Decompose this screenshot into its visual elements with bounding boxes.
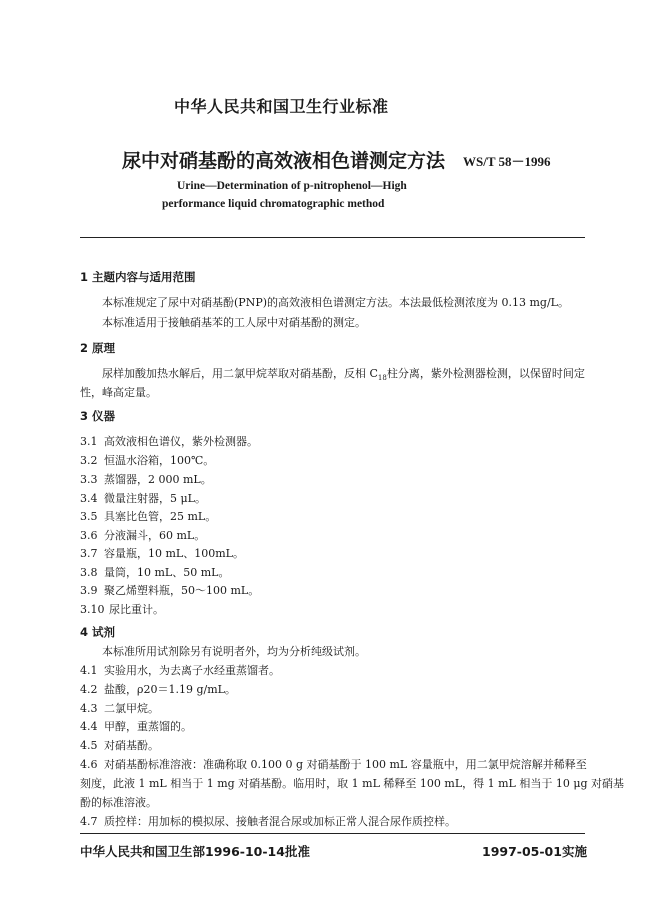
section-1-para2: 本标准适用于接触硝基苯的工人尿中对硝基酚的测定。: [102, 316, 366, 329]
approval-date: 中华人民共和国卫生部1996-10-14批准: [80, 844, 310, 859]
list-item: [80, 813, 456, 829]
section-1-para1: 本标准规定了尿中对硝基酚(PNP)的高效液相色谱测定方法。本法最低检测浓度为 0.13 mg/L。: [102, 296, 569, 309]
item-number: 3.4: [80, 492, 98, 505]
section-4-heading: 4 试剂: [80, 625, 116, 639]
list-item: [80, 471, 212, 487]
list-item: [80, 681, 236, 697]
item-text: 容量瓶，10 mL、100mL。: [104, 547, 244, 560]
standard-code: WS/T 58－1996: [463, 154, 551, 169]
item-text: 恒温水浴箱，100℃。: [104, 454, 215, 467]
item-number: 3.3: [80, 473, 98, 486]
item-text: 分液漏斗，60 mL。: [104, 529, 206, 542]
item-number: 4.7: [80, 815, 98, 828]
effective-date: 1997-05-01实施: [482, 844, 587, 859]
item-number: 3.8: [80, 566, 98, 579]
item-number: 3.6: [80, 529, 98, 542]
item-number: 4.4: [80, 720, 98, 733]
item-number: 3.5: [80, 510, 98, 523]
item-number: 3.2: [80, 454, 98, 467]
section-4-intro: 本标准所用试剂除另有说明者外，均为分析纯级试剂。: [102, 645, 366, 658]
item-text: 甲醇，重蒸馏的。: [104, 720, 192, 733]
list-item: [80, 601, 164, 617]
section-2-para1-sub: 18: [377, 374, 387, 383]
item-number: 4.1: [80, 664, 98, 677]
list-item: [80, 433, 258, 449]
section-2-para1-b: 柱分离，紫外检测器检测，以保留时间定: [386, 367, 585, 380]
item-text: 聚乙烯塑料瓶，50～100 mL。: [104, 584, 260, 597]
item-number: 3.9: [80, 584, 98, 597]
item-number: 3.10: [80, 603, 105, 616]
item-text: 微量注射器，5 μL。: [104, 492, 206, 505]
section-2-para1-line2: 性，峰高定量。: [80, 386, 157, 399]
standard-type: 中华人民共和国卫生行业标准: [174, 97, 389, 116]
header-divider: [80, 237, 585, 238]
item-number: 4.2: [80, 683, 98, 696]
list-item: [80, 662, 280, 678]
section-3-heading: 3 仪器: [80, 409, 116, 423]
english-title-line2: performance liquid chromatographic method: [162, 198, 385, 210]
item-number: 3.7: [80, 547, 98, 560]
item-number: 4.3: [80, 702, 98, 715]
list-item: [80, 508, 216, 524]
item-text: 量筒，10 mL、50 mL。: [104, 566, 230, 579]
item-text: 实验用水，为去离子水经重蒸馏者。: [104, 664, 280, 677]
item-text: 蒸馏器，2 000 mL。: [104, 473, 212, 486]
item-text: 盐酸，ρ20＝1.19 g/mL。: [104, 683, 236, 696]
item-text: 尿比重计。: [109, 603, 164, 616]
list-item: [80, 490, 206, 506]
section-2-para1: [102, 365, 585, 382]
list-item: [80, 756, 587, 772]
item-text: 质控样：用加标的模拟尿、接触者混合尿或加标正常人混合尿作质控样。: [104, 815, 456, 828]
item-text: 对硝基酚。: [104, 739, 159, 752]
list-item: [80, 564, 229, 580]
item-text: 对硝基酚标准溶液：准确称取 0.100 0 g 对硝基酚于 100 mL 容量瓶中，用二氯甲烷溶解并稀释至: [104, 758, 587, 771]
list-item: [80, 582, 259, 598]
item-text: 具塞比色管，25 mL。: [104, 510, 217, 523]
item-number: 4.6: [80, 758, 98, 771]
item-text: 二氯甲烷。: [104, 702, 159, 715]
list-item: [80, 718, 192, 734]
footer-divider: [80, 833, 585, 834]
english-title-line1: Urine—Determination of p-nitrophenol—High: [177, 180, 407, 192]
item-4-6-line2: 刻度，此液 1 mL 相当于 1 mg 对硝基酚。临用时，取 1 mL 稀释至 100 mL，得 1 mL 相当于 10 μg 对硝基: [80, 777, 625, 790]
list-item: [80, 527, 205, 543]
item-number: 4.5: [80, 739, 98, 752]
section-2-para1-a: 尿样加酸加热水解后，用二氯甲烷萃取对硝基酚，反相 C: [102, 367, 378, 380]
item-text: 高效液相色谱仪，紫外检测器。: [104, 435, 258, 448]
list-item: [80, 700, 159, 716]
section-2-heading: 2 原理: [80, 341, 116, 355]
item-4-6-line3: 酚的标准溶液。: [80, 796, 157, 809]
list-item: [80, 545, 244, 561]
list-item: [80, 452, 214, 468]
document-title: 尿中对硝基酚的高效液相色谱测定方法: [122, 150, 446, 172]
item-number: 3.1: [80, 435, 98, 448]
section-1-heading: 1 主题内容与适用范围: [80, 270, 196, 284]
list-item: [80, 737, 159, 753]
